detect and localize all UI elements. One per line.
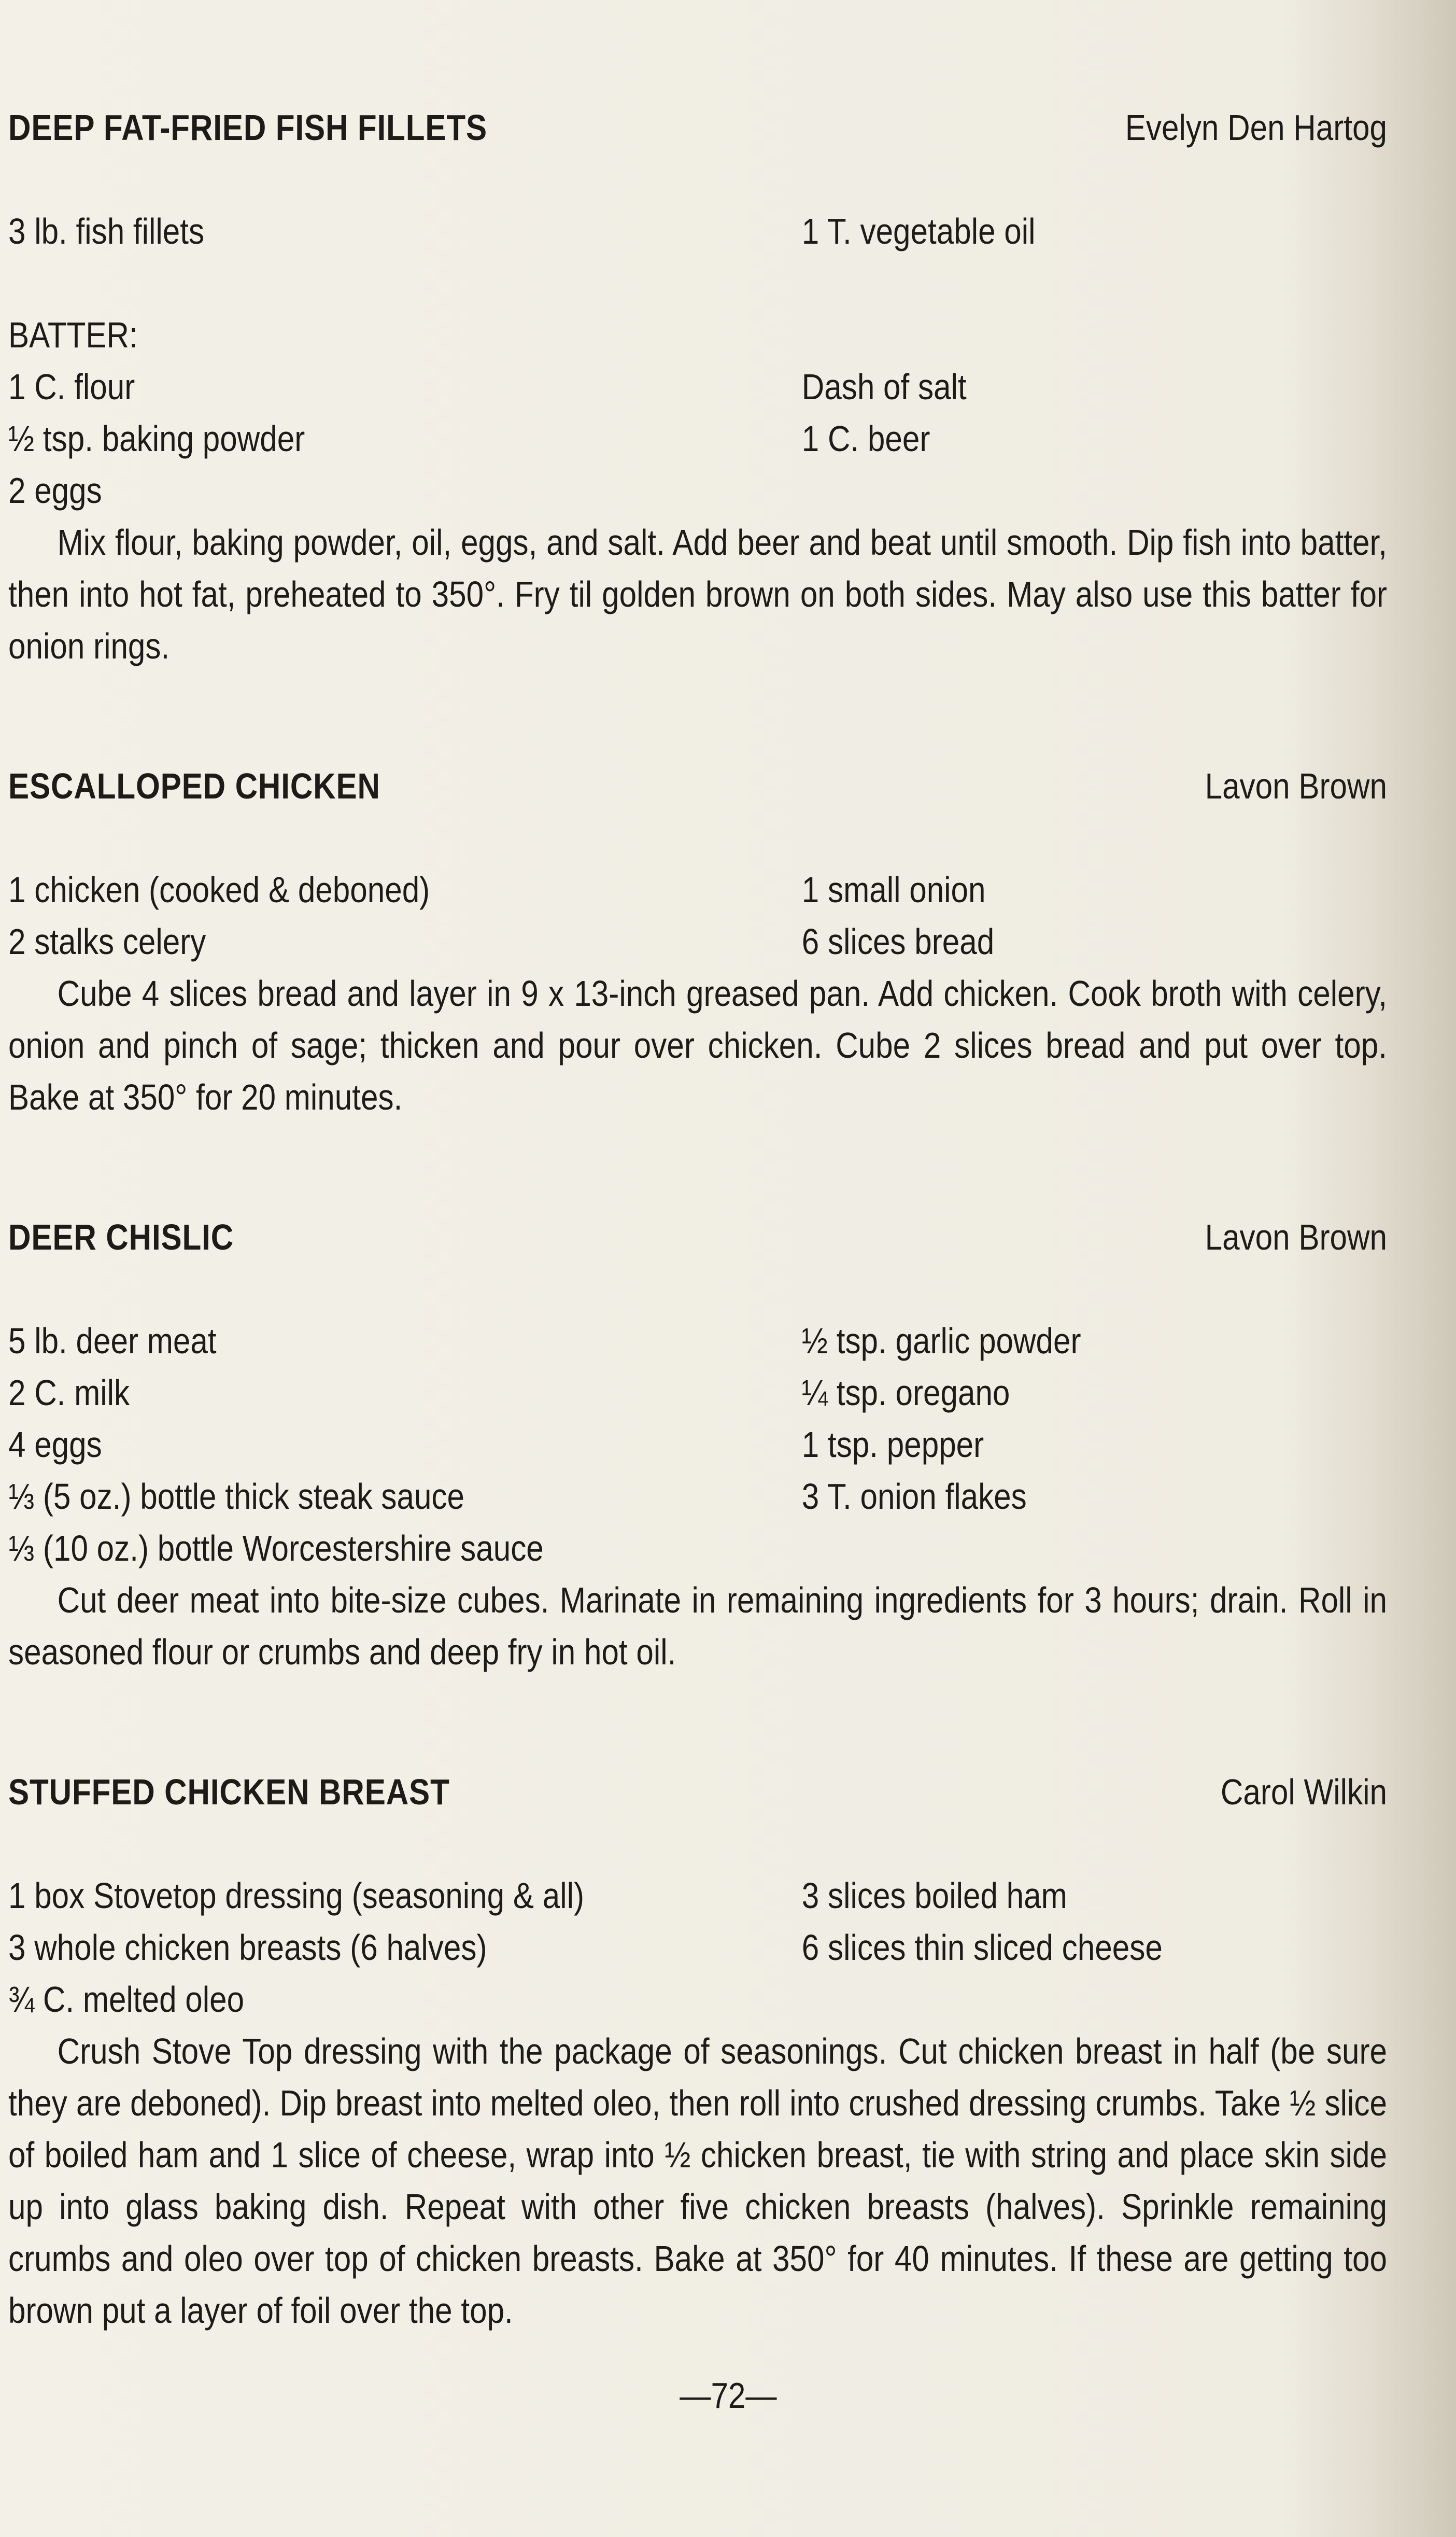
recipe-directions: Mix flour, baking powder, oil, eggs, and salt. Add beer and beat until smooth. Dip fish into batter, then into hot fat, preheated to 350°. Fry til golden brown on both sides. May also use this batter for onion rings. (8, 522, 1387, 666)
ingredient-row (8, 413, 1387, 465)
recipe-directions: Cube 4 slices bread and layer in 9 x 13-inch greased pan. Add chicken. Cook broth with celery, onion and pinch of sage; thicken and pour over chicken. Cube 2 slices bread and put over top. Bake at 350° for 20 minutes. (8, 973, 1387, 1117)
ingredient-row (8, 864, 1387, 916)
ingredient-left: 2 stalks celery (8, 921, 206, 962)
recipe-header (8, 102, 1387, 153)
ingredient-row (8, 465, 1387, 516)
ingredient-left: ¾ C. melted oleo (8, 1979, 245, 2020)
recipe-author: Carol Wilkin (1220, 1772, 1387, 1812)
recipe-title: ESCALLOPED CHICKEN (8, 766, 380, 806)
ingredient-left: 1 box Stovetop dressing (seasoning & all) (8, 1875, 584, 1916)
ingredient-row (8, 1870, 1387, 1922)
batter-subheading: BATTER: (8, 315, 138, 355)
recipe-header (8, 1766, 1387, 1818)
ingredient-right: 3 slices boiled ham (801, 1875, 1067, 1916)
ingredient-right: ¼ tsp. oregano (801, 1372, 1010, 1413)
ingredient-left: 2 C. milk (8, 1372, 130, 1413)
ingredient-left: 1 C. flour (8, 367, 135, 407)
recipe-title: DEEP FAT-FRIED FISH FILLETS (8, 107, 488, 148)
recipe-deer-chislic (8, 1211, 1387, 1678)
recipe-author: Lavon Brown (1205, 1217, 1387, 1257)
recipe-directions: Crush Stove Top dressing with the package of seasonings. Cut chicken breast in half (be sure they are deboned). Dip breast into melted oleo, then roll into crushed dressing crumbs. Take ½ slice of boiled ham and 1 slice of cheese, wrap into ½ chicken breast, tie with string and place skin side up into glass baking dish. Repeat with other five chicken breasts (halves). Sprinkle remaining crumbs and oleo over top of chicken breasts. Bake at 350° for 40 minutes. If these are getting too brown put a layer of foil over the top. (8, 2031, 1387, 2331)
ingredient-row (8, 1315, 1387, 1367)
ingredient-right: 1 small onion (801, 870, 986, 910)
ingredient-row (8, 916, 1387, 968)
ingredient-left: ⅓ (5 oz.) bottle thick steak sauce (8, 1476, 465, 1517)
ingredient-left: 3 lb. fish fillets (8, 211, 205, 251)
ingredient-row (8, 361, 1387, 413)
recipe-title: DEER CHISLIC (8, 1217, 234, 1257)
ingredient-left: 2 eggs (8, 470, 102, 511)
ingredient-row (8, 1419, 1387, 1470)
ingredient-right: 1 C. beer (801, 418, 930, 459)
recipe-stuffed-chicken-breast (8, 1766, 1387, 2336)
ingredient-left: 3 whole chicken breasts (6 halves) (8, 1927, 487, 1968)
ingredient-row (8, 205, 1387, 257)
recipe-title: STUFFED CHICKEN BREAST (8, 1772, 450, 1812)
ingredient-row (8, 1522, 1387, 1574)
ingredient-right: Dash of salt (801, 367, 967, 407)
ingredient-left: 1 chicken (cooked & deboned) (8, 870, 430, 910)
ingredient-row (8, 1922, 1387, 1973)
ingredient-row (8, 1367, 1387, 1419)
ingredient-left: ⅓ (10 oz.) bottle Worcestershire sauce (8, 1528, 544, 1568)
ingredient-right: ½ tsp. garlic powder (801, 1321, 1081, 1361)
page-number-text: —72— (679, 2375, 777, 2416)
ingredient-row (8, 1973, 1387, 2025)
ingredient-right: 6 slices thin sliced cheese (801, 1927, 1163, 1968)
recipe-directions: Cut deer meat into bite-size cubes. Marinate in remaining ingredients for 3 hours; drain. Roll in seasoned flour or crumbs and deep fry in hot oil. (8, 1580, 1387, 1672)
recipe-author: Lavon Brown (1205, 766, 1387, 806)
ingredient-row (8, 1470, 1387, 1522)
ingredient-right: 6 slices bread (801, 921, 995, 962)
recipe-escalloped-chicken (8, 760, 1387, 1123)
ingredient-left: 5 lb. deer meat (8, 1321, 217, 1361)
ingredient-left: ½ tsp. baking powder (8, 418, 305, 459)
recipe-header (8, 760, 1387, 812)
recipe-deep-fat-fried-fish-fillets (8, 102, 1387, 672)
ingredient-right: 1 T. vegetable oil (801, 211, 1036, 251)
ingredient-right: 1 tsp. pepper (801, 1424, 984, 1465)
recipe-header (8, 1211, 1387, 1263)
recipe-author: Evelyn Den Hartog (1125, 107, 1387, 148)
ingredient-left: 4 eggs (8, 1424, 102, 1465)
ingredient-right: 3 T. onion flakes (801, 1476, 1027, 1517)
page-content (8, 102, 1387, 2336)
page-number (0, 2375, 1456, 2416)
